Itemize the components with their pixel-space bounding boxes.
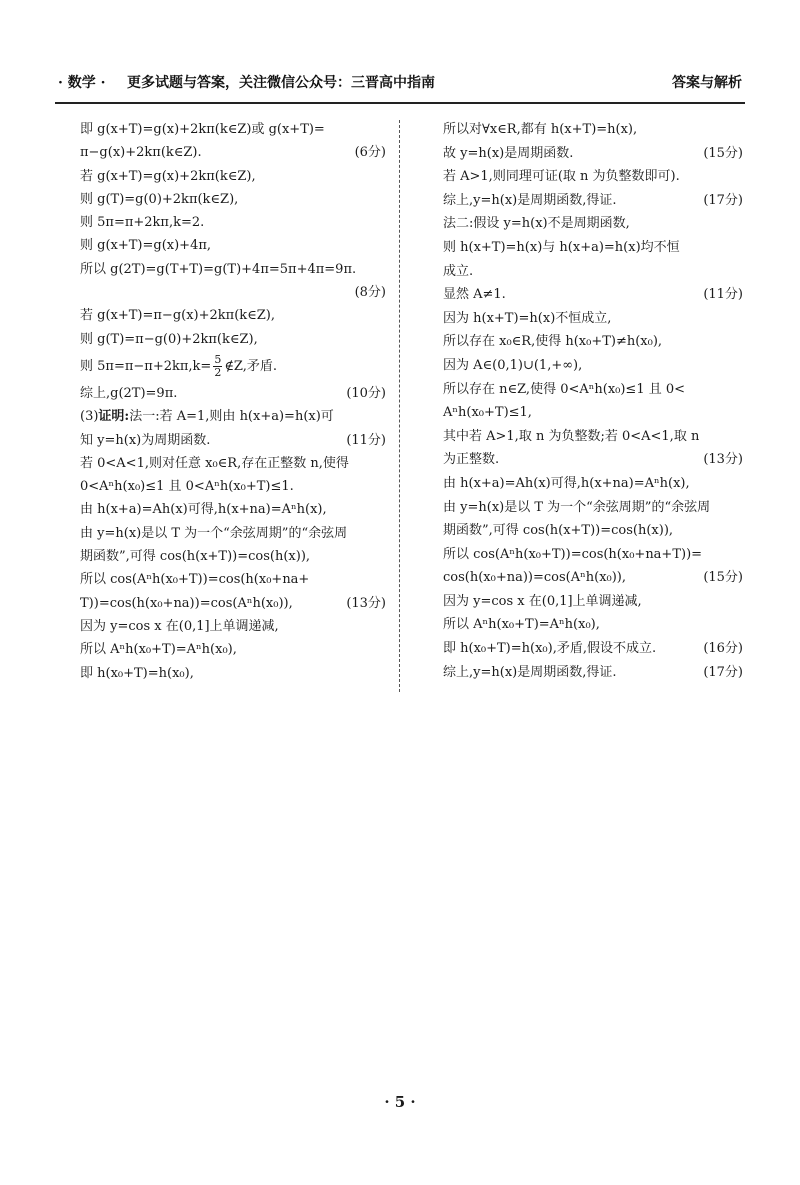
text-line <box>80 522 386 545</box>
line-text: 则 5π=π−π+2kπ,k= <box>80 358 212 374</box>
line-text: 法二:假设 y=h(x)不是周期函数, <box>443 216 630 232</box>
text-line <box>443 425 743 449</box>
line-text: 所以 Aⁿh(x₀+T)=Aⁿh(x₀), <box>80 642 237 658</box>
text-line <box>80 188 386 211</box>
line-text: 则 5π=π+2kπ,k=2. <box>80 215 205 231</box>
line-text: 知 y=h(x)为周期函数. <box>80 432 211 448</box>
text-line <box>443 543 743 567</box>
line-text: 综上,y=h(x)是周期函数,得证. <box>443 664 617 680</box>
line-text-group <box>80 545 310 568</box>
text-line <box>80 405 386 428</box>
page-number: · 5 · <box>384 1093 416 1111</box>
line-text-group <box>80 405 334 428</box>
text-line <box>80 234 386 257</box>
line-text: 则 g(T)=π−g(0)+2kπ(k∈Z), <box>80 331 258 347</box>
score-marker: (16分) <box>703 641 743 657</box>
line-text: 若 0<A<1,则对任意 x₀∈R,存在正整数 n,使得 <box>80 455 349 471</box>
text-line <box>80 211 386 234</box>
text-line <box>443 378 743 402</box>
line-text-group <box>80 382 177 405</box>
text-line <box>443 236 743 260</box>
line-text: 由 y=h(x)是以 T 为一个“余弦周期”的“余弦周 <box>443 499 711 515</box>
line-text-group <box>443 189 616 213</box>
text-line <box>80 118 386 141</box>
text-line <box>443 448 743 472</box>
text-line <box>443 260 743 284</box>
line-text-group <box>80 188 238 211</box>
score-marker: (17分) <box>703 664 743 680</box>
line-text-group <box>443 613 600 637</box>
text-line <box>443 307 743 331</box>
score-marker: (8分) <box>354 285 386 301</box>
header-divider <box>55 102 745 104</box>
line-text: 所以 Aⁿh(x₀+T)=Aⁿh(x₀), <box>443 617 600 633</box>
line-text: 若 A>1,则同理可证(取 n 为负整数即可). <box>443 169 680 185</box>
line-text: 则 g(x+T)=g(x)+4π, <box>80 238 212 254</box>
line-text: 因为 h(x+T)=h(x)不恒成立, <box>443 310 612 326</box>
text-line <box>80 662 386 685</box>
score-marker: (13分) <box>703 452 743 468</box>
text-line <box>443 472 743 496</box>
line-text-group <box>443 283 506 307</box>
line-text-group <box>443 637 656 661</box>
line-text: 所以存在 n∈Z,使得 0<Aⁿh(x₀)≤1 且 0< <box>443 381 686 397</box>
line-text-group <box>443 519 673 543</box>
line-text: 综上,g(2T)=9π. <box>80 385 178 401</box>
line-text-group <box>443 142 573 166</box>
text-line <box>80 498 386 521</box>
line-text-group <box>443 496 710 520</box>
header-section-title: 答案与解析 <box>672 75 742 91</box>
text-line <box>80 452 386 475</box>
line-text-group <box>443 378 685 402</box>
line-text: 期函数”,可得 cos(h(x+T))=cos(h(x)), <box>443 523 674 539</box>
text-line <box>443 401 743 425</box>
text-line <box>80 429 386 452</box>
fraction-numerator: 5 <box>214 352 222 366</box>
line-text: 所以 g(2T)=g(T+T)=g(T)+4π=5π+4π=9π. <box>80 261 357 277</box>
line-text: 若 g(x+T)=π−g(x)+2kπ(k∈Z), <box>80 308 276 324</box>
text-line <box>443 661 743 685</box>
text-line <box>80 475 386 498</box>
line-text-group <box>80 498 327 521</box>
line-text-group <box>80 258 356 281</box>
line-text-group <box>80 475 294 498</box>
line-text-group <box>80 452 349 475</box>
text-line <box>443 142 743 166</box>
line-text-group <box>443 212 630 236</box>
line-text: 其中若 A>1,取 n 为负整数;若 0<A<1,取 n <box>443 428 700 444</box>
text-line <box>443 330 743 354</box>
text-line <box>443 118 743 142</box>
line-text: 综上,y=h(x)是周期函数,得证. <box>443 192 617 208</box>
line-text-after: ∉Z,矛盾. <box>224 358 278 374</box>
line-text-group <box>80 211 204 234</box>
score-marker: (10分) <box>346 385 386 401</box>
line-text-group <box>443 260 473 284</box>
score-marker: (15分) <box>703 145 743 161</box>
line-text-group <box>443 330 662 354</box>
line-text-group <box>80 662 194 685</box>
line-text-group <box>80 118 325 141</box>
line-text: 因为 A∈(0,1)∪(1,+∞), <box>443 357 583 373</box>
text-line <box>80 141 386 164</box>
line-text: 即 h(x₀+T)=h(x₀), <box>80 665 194 681</box>
line-text: 因为 y=cos x 在(0,1]上单调递减, <box>443 593 642 609</box>
line-text: 则 h(x+T)=h(x)与 h(x+a)=h(x)均不恒 <box>443 239 680 255</box>
text-line <box>443 354 743 378</box>
line-text: π−g(x)+2kπ(k∈Z). <box>80 145 202 161</box>
text-line <box>443 590 743 614</box>
line-text-group <box>80 429 210 452</box>
fraction <box>213 354 222 379</box>
text-line <box>443 519 743 543</box>
line-text-group <box>443 354 582 378</box>
line-text: Aⁿh(x₀+T)≤1, <box>443 405 532 421</box>
text-line <box>80 165 386 188</box>
score-marker: (11分) <box>703 287 743 303</box>
line-text: 所以 cos(Aⁿh(x₀+T))=cos(h(x₀+na+ <box>80 572 310 588</box>
line-text-group <box>443 448 499 472</box>
text-line <box>443 637 743 661</box>
text-line <box>443 189 743 213</box>
line-text-group <box>443 236 680 260</box>
line-text: 成立. <box>443 263 474 279</box>
text-line <box>443 212 743 236</box>
score-marker: (15分) <box>703 570 743 586</box>
text-line <box>80 615 386 638</box>
header-subject: · 数学 · <box>58 75 106 91</box>
text-line <box>80 592 386 615</box>
line-text: cos(h(x₀+na))=cos(Aⁿh(x₀)), <box>443 570 627 586</box>
line-text-group <box>443 543 702 567</box>
part-number: (3) <box>80 409 99 425</box>
line-text: 即 g(x+T)=g(x)+2kπ(k∈Z)或 g(x+T)= <box>80 122 325 137</box>
line-text: 所以存在 x₀∈R,使得 h(x₀+T)≠h(x₀), <box>443 334 663 350</box>
right-column <box>443 118 743 684</box>
fraction-denominator: 2 <box>214 365 222 379</box>
text-line <box>80 281 386 304</box>
score-marker: (13分) <box>346 595 386 611</box>
line-text: 故 y=h(x)是周期函数. <box>443 145 574 161</box>
header-notice: 更多试题与答案，关注微信公众号：三晋高中指南 <box>127 75 435 91</box>
line-text-group <box>80 615 279 638</box>
score-marker: (6分) <box>354 145 386 161</box>
line-text-group <box>443 165 680 189</box>
line-text: 由 y=h(x)是以 T 为一个“余弦周期”的“余弦周 <box>80 525 348 541</box>
line-text-group <box>443 661 616 685</box>
text-line <box>80 351 386 382</box>
text-line <box>443 283 743 307</box>
line-text: 所以 cos(Aⁿh(x₀+T))=cos(h(x₀+na+T))= <box>443 546 703 562</box>
line-text: 由 h(x+a)=Ah(x)可得,h(x+na)=Aⁿh(x), <box>80 502 327 518</box>
text-line <box>80 258 386 281</box>
line-text: 由 h(x+a)=Ah(x)可得,h(x+na)=Aⁿh(x), <box>443 475 690 491</box>
text-line <box>443 613 743 637</box>
text-line <box>443 566 743 590</box>
line-text-group <box>80 638 237 661</box>
line-text: 即 h(x₀+T)=h(x₀),矛盾,假设不成立. <box>443 641 657 657</box>
line-text: 0<Aⁿh(x₀)≤1 且 0<Aⁿh(x₀+T)≤1. <box>80 479 294 495</box>
line-text-group <box>443 425 699 449</box>
line-text: T))=cos(h(x₀+na))=cos(Aⁿh(x₀)), <box>80 595 293 611</box>
line-text-group <box>80 234 211 257</box>
line-text-group <box>80 328 258 351</box>
text-line <box>80 304 386 327</box>
line-text: 期函数”,可得 cos(h(x+T))=cos(h(x)), <box>80 549 311 565</box>
line-text: 则 g(T)=g(0)+2kπ(k∈Z), <box>80 191 239 207</box>
text-line <box>443 165 743 189</box>
line-text-group <box>80 354 277 379</box>
line-text-group <box>80 592 293 615</box>
line-text: 为正整数. <box>443 452 500 468</box>
line-text-group <box>443 307 611 331</box>
proof-label: 证明: <box>98 409 130 425</box>
line-text-group <box>443 590 642 614</box>
score-marker: (11分) <box>346 432 386 448</box>
line-text: 所以对∀x∈R,都有 h(x+T)=h(x), <box>443 122 638 137</box>
line-text-group <box>80 304 275 327</box>
line-text: 若 g(x+T)=g(x)+2kπ(k∈Z), <box>80 168 256 184</box>
line-text: 因为 y=cos x 在(0,1]上单调递减, <box>80 618 279 634</box>
line-text-group <box>443 566 626 590</box>
text-line <box>443 496 743 520</box>
score-marker: (17分) <box>703 192 743 208</box>
line-text-group <box>80 568 309 591</box>
text-line <box>80 568 386 591</box>
column-separator <box>399 120 400 692</box>
line-text-group <box>80 522 347 545</box>
line-text: 显然 A≠1. <box>443 287 506 303</box>
line-text-group <box>80 141 202 164</box>
text-line <box>80 328 386 351</box>
line-text-group <box>443 472 690 496</box>
line-text-group <box>443 118 637 142</box>
line-text-group <box>80 165 256 188</box>
left-column <box>80 118 386 685</box>
line-text: 法一:若 A=1,则由 h(x+a)=h(x)可 <box>129 409 334 425</box>
text-line <box>80 545 386 568</box>
text-line <box>80 382 386 405</box>
text-line <box>80 638 386 661</box>
line-text-group <box>443 401 532 425</box>
